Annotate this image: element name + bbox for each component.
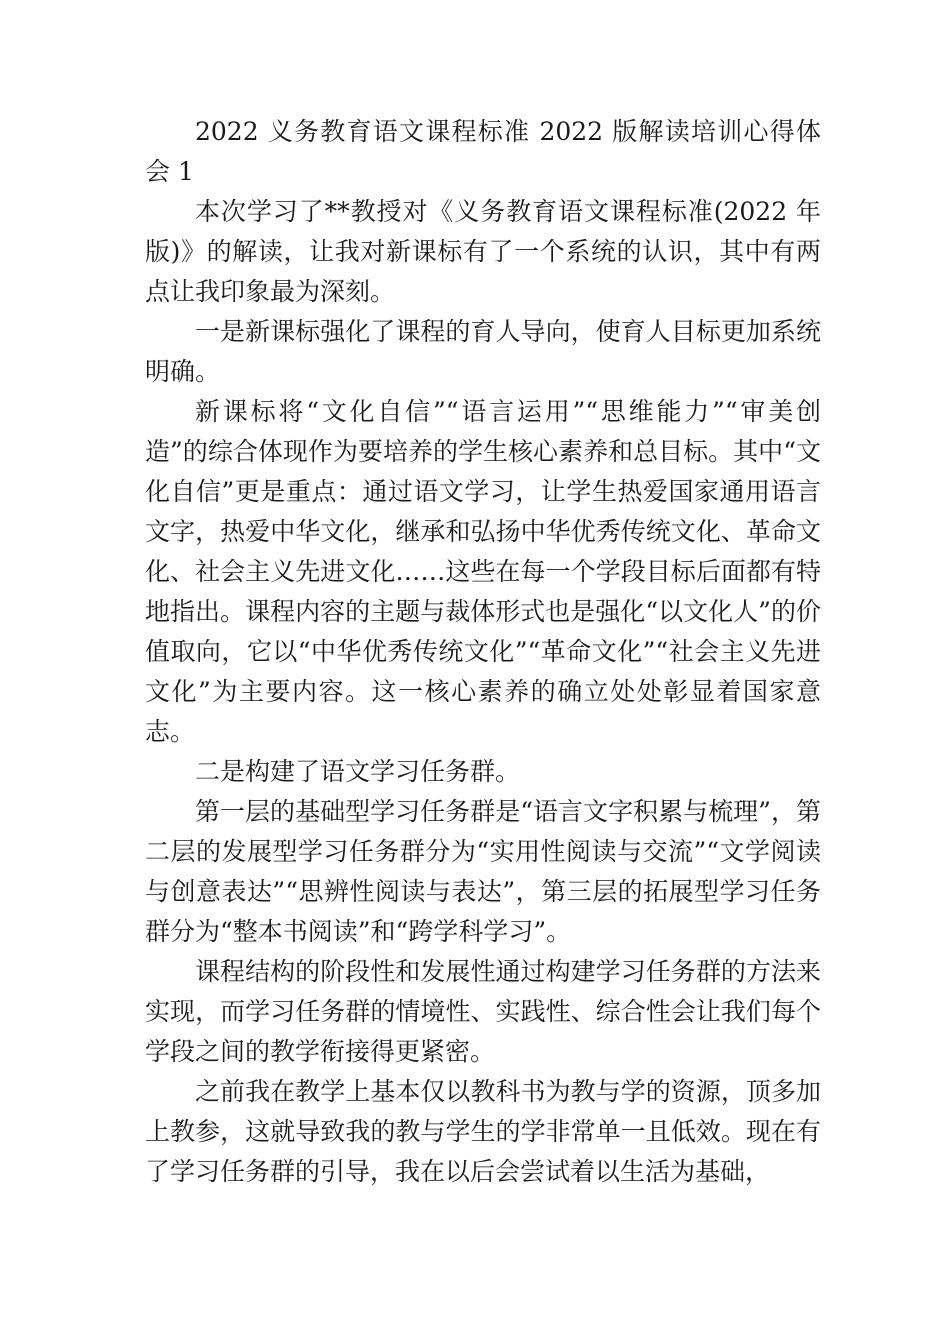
- paragraph-point-two: 二是构建了语文学习任务群。: [195, 757, 521, 786]
- paragraph-intro: 本次学习了**教授对《义务教育语文课程标准(2022 年版)》的解读，让我对新课标有了一个系统的认识，其中有两点让我印象最为深刻。: [145, 197, 821, 306]
- paragraph-point-one: 一是新课标强化了课程的育人导向，使育人目标更加系统明确。: [145, 317, 821, 386]
- paragraph-reflection: 之前我在教学上基本仅以教科书为教与学的资源，顶多加上教参，这就导致我的教与学生的学非常单一且低效。现在有了学习任务群的引导，我在以后会尝试着以生活为基础，: [145, 1077, 821, 1186]
- paragraph-core-literacy: 新课标将“文化自信”“语言运用”“思维能力”“审美创造”的综合体现作为要培养的学生核心素养和总目标。其中“文化自信”更是重点：通过语文学习，让学生热爱国家通用语言文字，热爱中华文化，继承和弘扬中华优秀传统文化、革命文化、社会主义先进文化……这些在每一个学段目标后面都有特地指出。课程内容的主题与裁体形式也是强化“以文化人”的价值取向，它以“中华优秀传统文化”“革命文化”“社会主义先进文化”为主要内容。这一核心素养的确立处处彰显着国家意志。: [145, 397, 821, 746]
- document-title: 2022 义务教育语文课程标准 2022 版解读培训心得体会 1: [145, 117, 821, 186]
- document-body: [145, 112, 821, 1192]
- paragraph-task-groups: 第一层的基础型学习任务群是“语言文字积累与梳理”，第二层的发展型学习任务群分为“实用性阅读与交流”“文学阅读与创意表达”“思辨性阅读与表达”，第三层的拓展型学习任务群分为“整本书阅读”和“跨学科学习”。: [145, 797, 821, 946]
- paragraph-course-structure: 课程结构的阶段性和发展性通过构建学习任务群的方法来实现，而学习任务群的情境性、实践性、综合性会让我们每个学段之间的教学衔接得更紧密。: [145, 957, 821, 1066]
